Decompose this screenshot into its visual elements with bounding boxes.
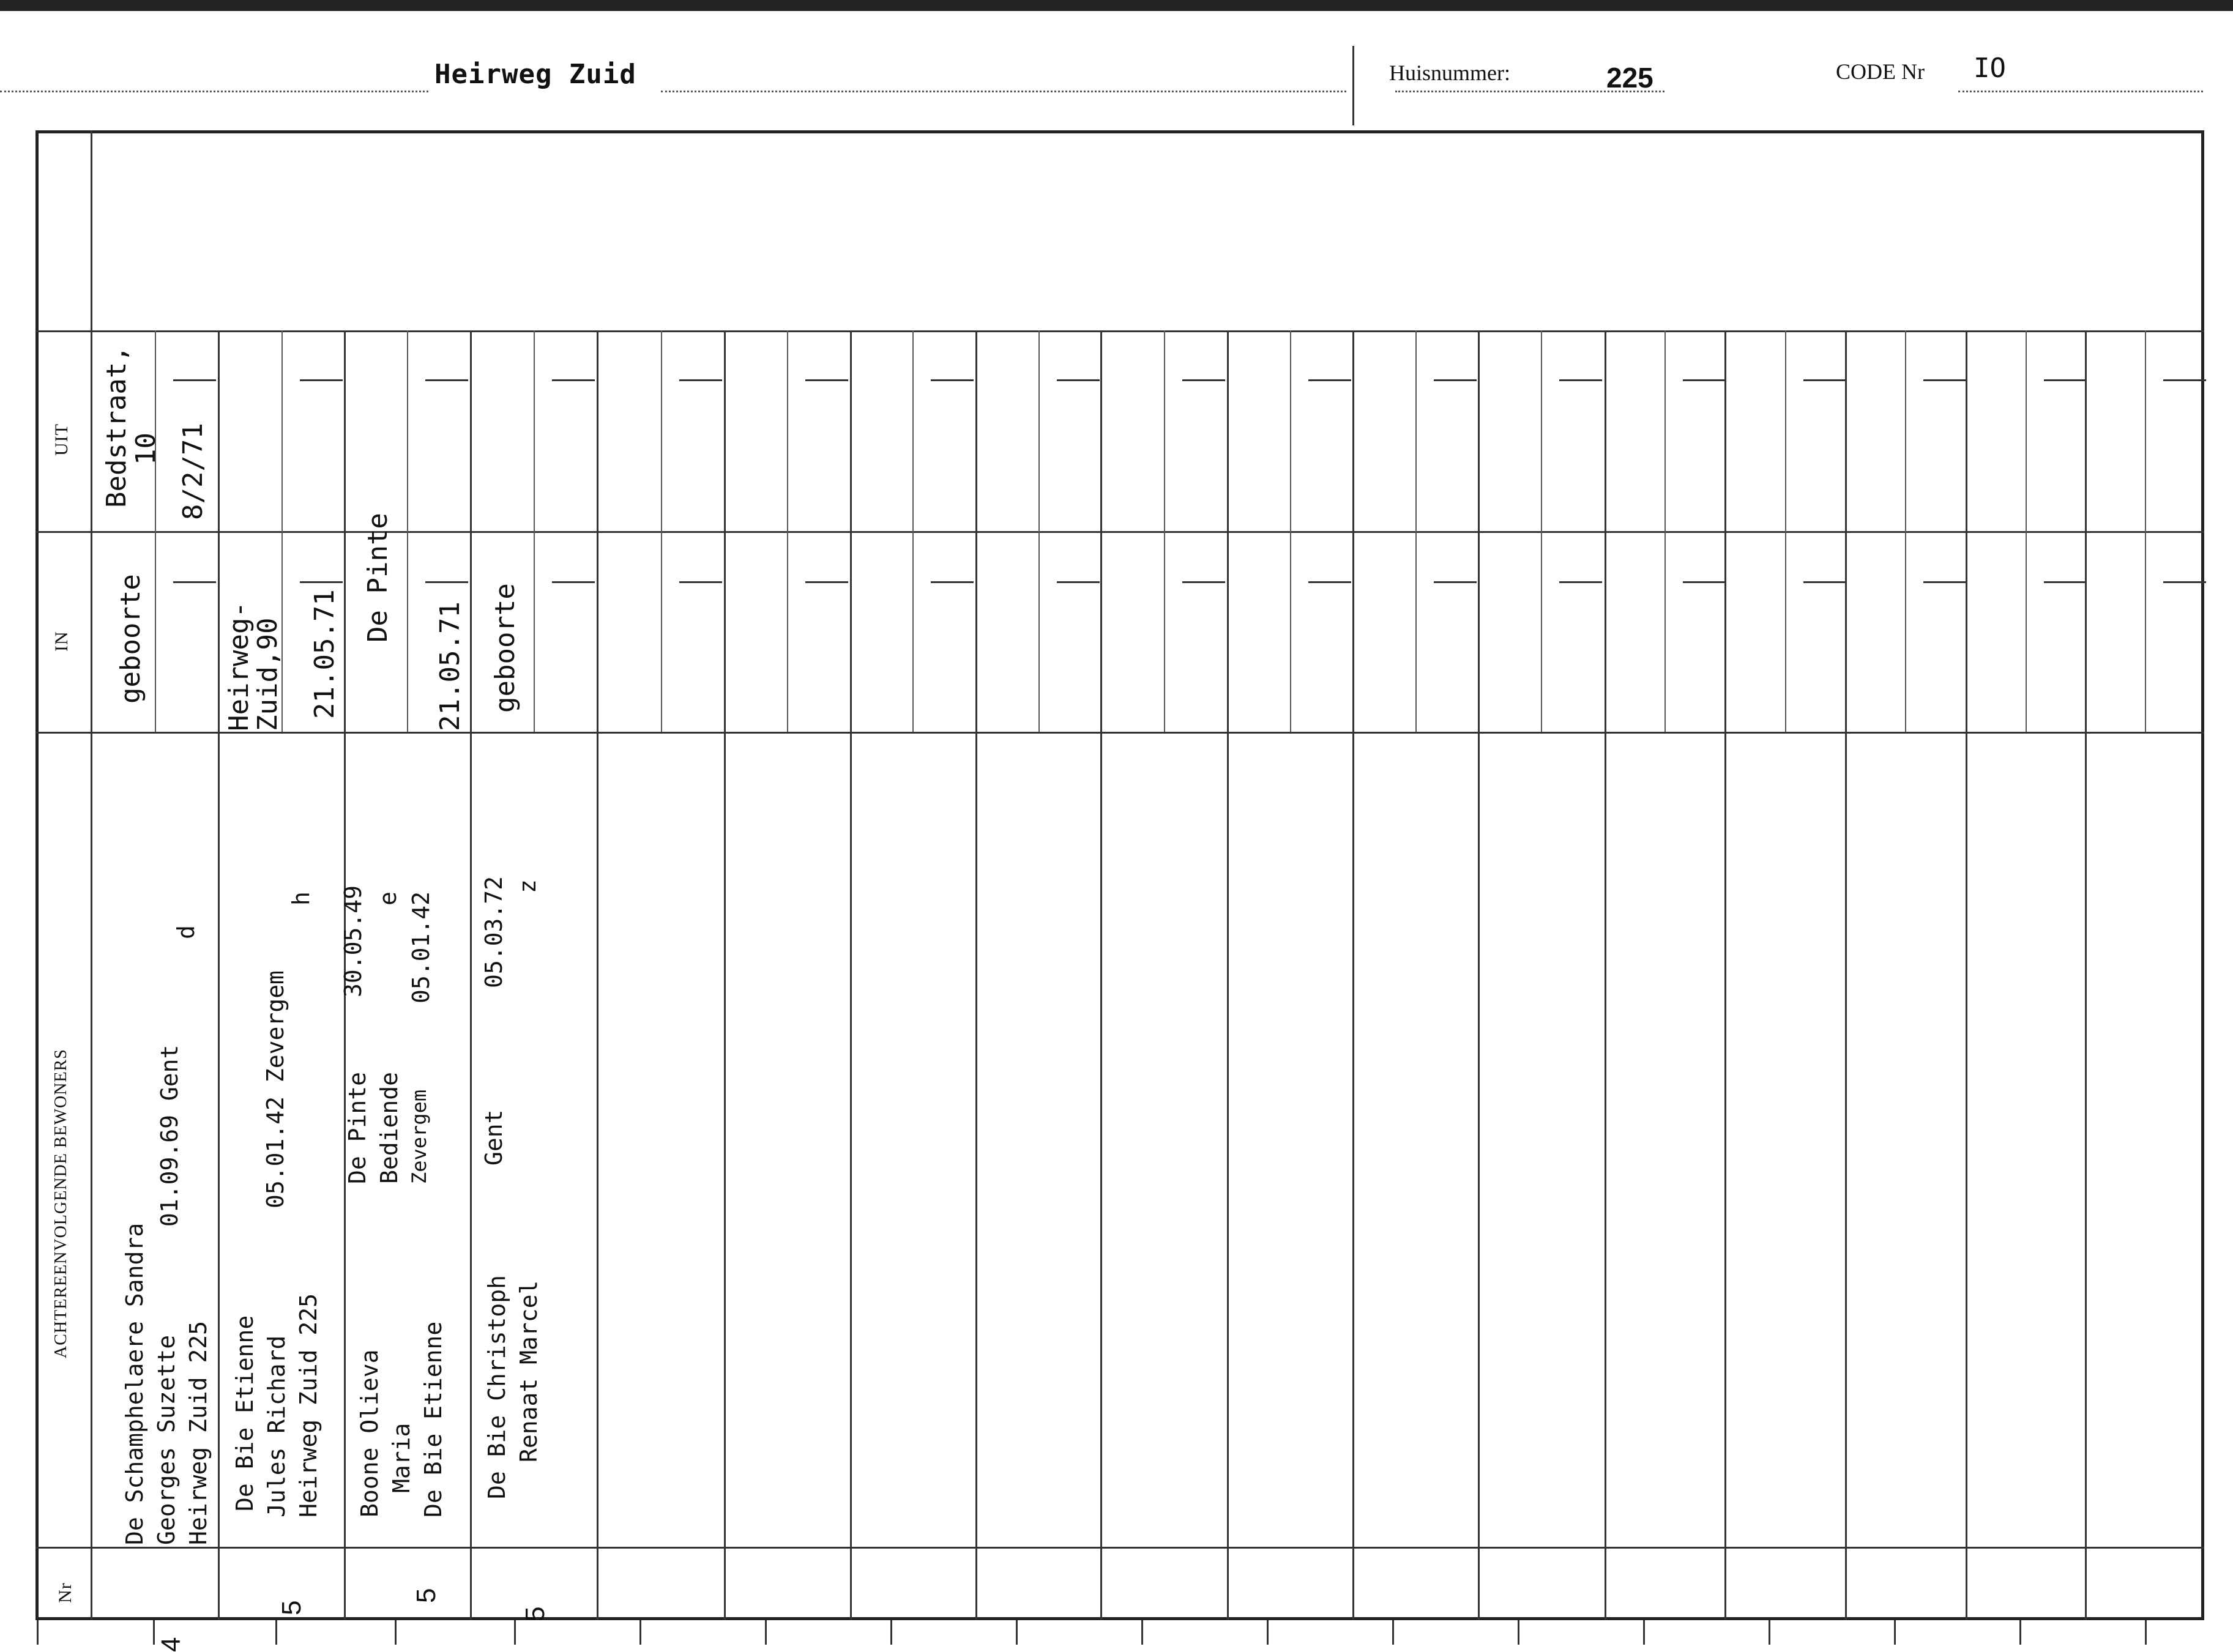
empty-dash (425, 379, 468, 381)
bottom-tick (2145, 1620, 2147, 1645)
column-divider (1845, 330, 1847, 1620)
empty-dash (1923, 379, 1966, 381)
code-dotted-line (1958, 91, 2203, 92)
place-line: Bediende (376, 1071, 403, 1184)
bottom-tick (37, 1620, 39, 1645)
entry-nr: 4 (156, 1637, 186, 1652)
street-name: Heirweg Zuid (434, 59, 636, 90)
header-divider (1352, 46, 1354, 125)
in-place: De Pinte (362, 513, 393, 642)
empty-dash (552, 581, 595, 583)
birth-date: 30.05.49 (340, 885, 367, 997)
empty-dash (300, 581, 343, 583)
row-divider-residents-top (35, 732, 2204, 734)
resident-line: De Bie Etienne (231, 1315, 258, 1511)
empty-dash (1559, 379, 1602, 381)
place-line: Zevergem (408, 1089, 431, 1184)
sub-column-divider (2026, 330, 2027, 732)
column-divider (850, 330, 852, 1620)
resident-line: Heirweg Zuid 225 (185, 1320, 212, 1545)
column-divider (2085, 330, 2087, 1620)
sub-column-divider (1415, 330, 1417, 732)
bottom-tick (1769, 1620, 1770, 1645)
empty-dash (679, 581, 722, 583)
uit-label: UIT (51, 423, 72, 456)
bottom-tick (395, 1620, 397, 1645)
birth-date: 05.01.42 Zevergem (262, 970, 289, 1208)
sub-column-divider (2145, 330, 2146, 732)
sub-column-divider (787, 330, 788, 732)
sub-column-divider (1290, 330, 1291, 732)
sub-column-divider (1664, 330, 1666, 732)
bottom-tick (1141, 1620, 1143, 1645)
column-divider (218, 330, 220, 1620)
bottom-tick (1016, 1620, 1018, 1645)
empty-dash (425, 581, 468, 583)
in-place: geboorte (490, 583, 521, 713)
birth-date: 01.09.69 Gent (156, 1044, 183, 1227)
sub-column-divider (1785, 330, 1786, 732)
column-divider (1724, 330, 1726, 1620)
house-number-label: Huisnummer: (1389, 61, 1510, 85)
nr-label: Nr (55, 1582, 75, 1603)
empty-dash (1683, 379, 1726, 381)
sub-column-divider (1541, 330, 1542, 732)
code-value: IO (1974, 53, 2006, 84)
column-divider (1478, 330, 1480, 1620)
in-place: geboorte (115, 574, 146, 704)
bottom-tick (1894, 1620, 1896, 1645)
sub-column-divider (1164, 330, 1165, 732)
empty-dash (1308, 581, 1351, 583)
column-divider (1352, 330, 1354, 1620)
empty-dash (2163, 581, 2206, 583)
empty-dash (173, 379, 216, 381)
resident-line: Jules Richard (263, 1335, 290, 1517)
resident-line: Georges Suzette (153, 1334, 180, 1545)
bottom-tick (2019, 1620, 2021, 1645)
entry-nr: 5 (411, 1588, 441, 1603)
street-dotted-line-right (661, 91, 1346, 92)
empty-dash (1057, 581, 1100, 583)
empty-dash (173, 581, 216, 583)
empty-dash (2163, 379, 2206, 381)
empty-dash (1434, 581, 1477, 583)
empty-dash (805, 581, 848, 583)
sub-column-divider (534, 330, 535, 732)
column-divider (724, 330, 726, 1620)
civil-mark: z (514, 879, 541, 893)
empty-dash (1182, 379, 1225, 381)
in-label: IN (51, 631, 72, 652)
empty-dash (1559, 581, 1602, 583)
empty-dash (2044, 581, 2087, 583)
resident-line: De Schamphelaere Sandra (121, 1222, 148, 1545)
empty-dash (1803, 581, 1846, 583)
bottom-tick (639, 1620, 641, 1645)
row-divider-uit-top (35, 330, 2204, 332)
row-divider-in-top (35, 531, 2204, 533)
empty-dash (805, 379, 848, 381)
resident-line: Renaat Marcel (515, 1280, 542, 1462)
empty-dash (931, 379, 974, 381)
sub-column-divider (155, 330, 156, 732)
civil-mark: d (173, 925, 199, 939)
in-date: 21.05.71 (309, 589, 340, 719)
in-place-number: Zuid,90 (252, 617, 283, 731)
civil-mark: e (375, 891, 401, 906)
sub-column-divider (407, 330, 408, 732)
residents-label: ACHTEREENVOLGENDE BEWONERS (51, 1049, 70, 1358)
column-divider (1605, 330, 1606, 1620)
house-number-value: 225 (1606, 62, 1653, 94)
code-label: CODE Nr (1836, 59, 1925, 84)
birth-date: 05.03.72 (480, 876, 507, 988)
column-divider (597, 330, 598, 1620)
place-line: De Pinte (344, 1071, 371, 1184)
column-divider (1966, 330, 1967, 1620)
sub-column-divider (1905, 330, 1906, 732)
resident-line: De Bie Christoph (483, 1274, 510, 1499)
resident-line: Maria (388, 1423, 415, 1493)
empty-dash (1683, 581, 1726, 583)
sub-column-divider (661, 330, 662, 732)
empty-dash (1057, 379, 1100, 381)
bottom-tick (514, 1620, 516, 1645)
resident-line: Heirweg Zuid 225 (295, 1293, 322, 1517)
empty-dash (300, 379, 343, 381)
bottom-tick (765, 1620, 767, 1645)
empty-dash (679, 379, 722, 381)
column-divider (1227, 330, 1229, 1620)
column-divider (1100, 330, 1102, 1620)
empty-dash (1923, 581, 1966, 583)
bottom-tick (1267, 1620, 1269, 1645)
entry-nr: 5 (520, 1606, 550, 1621)
uit-place-number: 10 (130, 433, 162, 465)
empty-dash (1803, 379, 1846, 381)
column-divider (470, 330, 472, 1620)
bottom-tick (153, 1620, 155, 1645)
uit-place: Bedstraat, (101, 346, 132, 508)
birth-place: Gent (480, 1109, 507, 1166)
bottom-tick (1643, 1620, 1645, 1645)
spouse-date: 05.01.42 (408, 891, 434, 1003)
empty-dash (552, 379, 595, 381)
civil-mark: h (288, 891, 315, 906)
row-divider-nr-top (35, 1547, 2204, 1549)
bottom-tick (1518, 1620, 1519, 1645)
in-date: 21.05.71 (434, 601, 466, 731)
empty-dash (1182, 581, 1225, 583)
sub-column-divider (1038, 330, 1040, 732)
column-divider (975, 330, 977, 1620)
bottom-tick (1392, 1620, 1394, 1645)
label-column-divider (91, 130, 92, 1620)
resident-line: De Bie Etienne (420, 1321, 447, 1517)
bottom-tick (890, 1620, 892, 1645)
uit-date: 8/2/71 (177, 423, 209, 520)
street-dotted-line (0, 91, 428, 92)
empty-dash (1434, 379, 1477, 381)
empty-dash (1308, 379, 1351, 381)
empty-dash (2044, 379, 2087, 381)
entry-nr: 5 (277, 1600, 307, 1615)
in-place: Heirweg- (223, 601, 255, 731)
bottom-tick (275, 1620, 277, 1645)
resident-line: Boone Olieva (356, 1349, 383, 1517)
scan-top-band (0, 0, 2233, 11)
empty-dash (931, 581, 974, 583)
sub-column-divider (912, 330, 914, 732)
